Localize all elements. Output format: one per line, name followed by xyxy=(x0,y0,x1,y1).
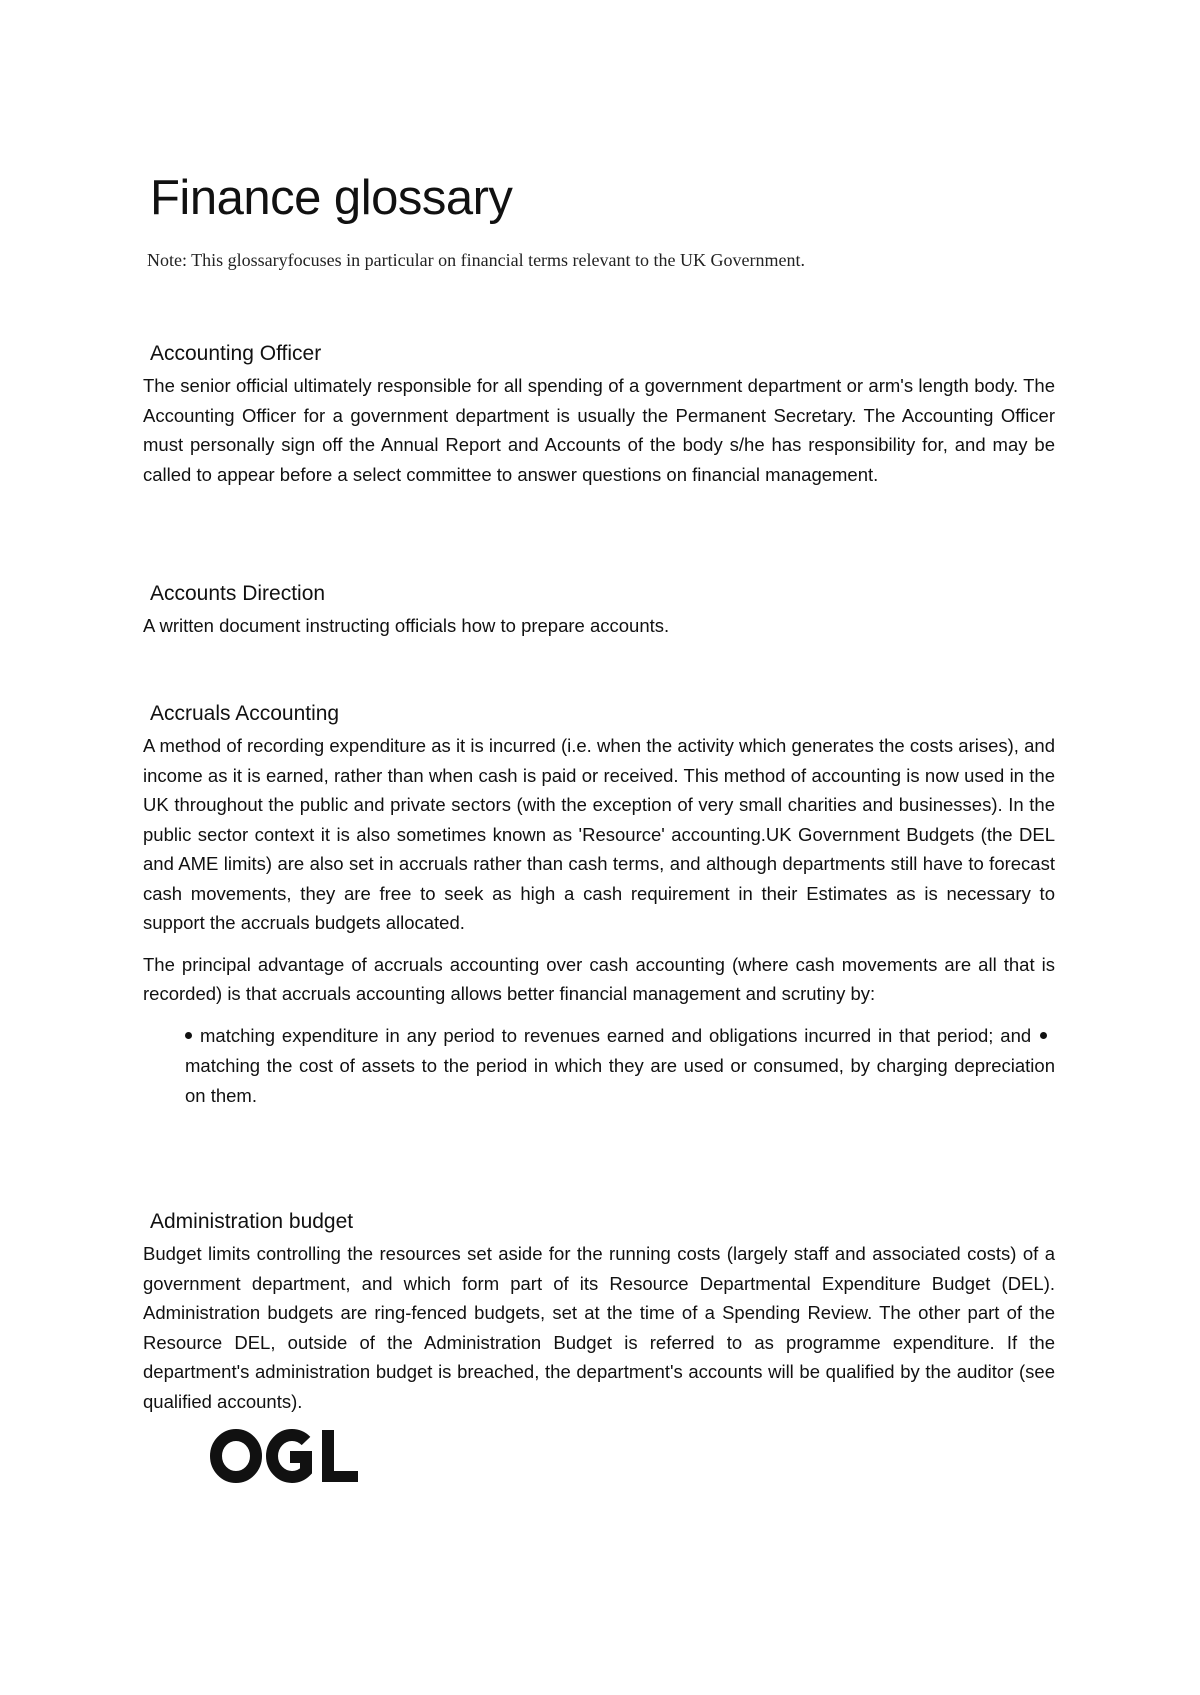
entry-definition: A method of recording expenditure as it is incurred (i.e. when the activity which generates the costs arises), and income as it is earned, rather than when cash is paid or received. This method of accounting is now used in the UK throughout the public and private sectors (with the exception of very small charities and businesses). In the public sector context it is also sometimes known as 'Resource' accounting.UK Government Budgets (the DEL and AME limits) are also set in accruals rather than cash terms, and although departments still have to forecast cash movements, they are free to seek as high a cash requirement in their Estimates as is necessary to support the accruals budgets allocated. xyxy=(143,735,1055,933)
bullet-list xyxy=(185,1021,1055,1111)
entry-definition: The senior official ultimately responsible for all spending of a government department or arm's length body. The Accounting Officer for a government department is usually the Permanent Secretary. The Accounting Officer must personally sign off the Annual Report and Accounts of the body s/he has responsibility for, and may be called to appear before a select committee to answer questions on financial management. xyxy=(143,375,1055,485)
entry-definition: Budget limits controlling the resources set aside for the running costs (largely staff and associated costs) of a government department, and which form part of its Resource Departmental Expenditure Budget (DEL). Administration budgets are ring-fenced budgets, set at the time of a Spending Review. The other part of the Resource DEL, outside of the Administration Budget is referred to as programme expenditure. If the department's administration budget is breached, the department's accounts will be qualified by the auditor (see qualified accounts). xyxy=(143,1243,1055,1412)
entry-term: Administration budget xyxy=(150,1210,354,1233)
entry-definition: A written document instructing officials how to prepare accounts. xyxy=(143,615,670,636)
glossary-entry-administration-budget xyxy=(143,1208,1055,1416)
bullet-icon xyxy=(185,1032,192,1039)
glossary-entry-accounting-officer xyxy=(143,340,1055,489)
entry-term: Accounts Direction xyxy=(150,582,326,605)
ogl-logo-icon xyxy=(210,1425,360,1487)
entry-term: Accounting Officer xyxy=(150,342,322,365)
bullet-item: matching the cost of assets to the period in which they are used or consumed, by charging depreciation on them. xyxy=(185,1054,1055,1106)
page-title: Finance glossary xyxy=(150,171,513,225)
glossary-entry-accounts-direction xyxy=(143,580,1055,641)
glossary-note: Note: This glossaryfocuses in particular on financial terms relevant to the UK Government. xyxy=(147,250,805,270)
bullet-item: matching expenditure in any period to revenues earned and obligations incurred in that period; and xyxy=(200,1024,1032,1046)
bullet-icon xyxy=(1040,1032,1047,1039)
glossary-entry-accruals-accounting xyxy=(143,700,1055,1111)
entry-term: Accruals Accounting xyxy=(150,702,340,725)
entry-definition-continued: The principal advantage of accruals accounting over cash accounting (where cash movements are all that is recorded) is that accruals accounting allows better financial management and scrutiny by: xyxy=(143,953,1055,1004)
